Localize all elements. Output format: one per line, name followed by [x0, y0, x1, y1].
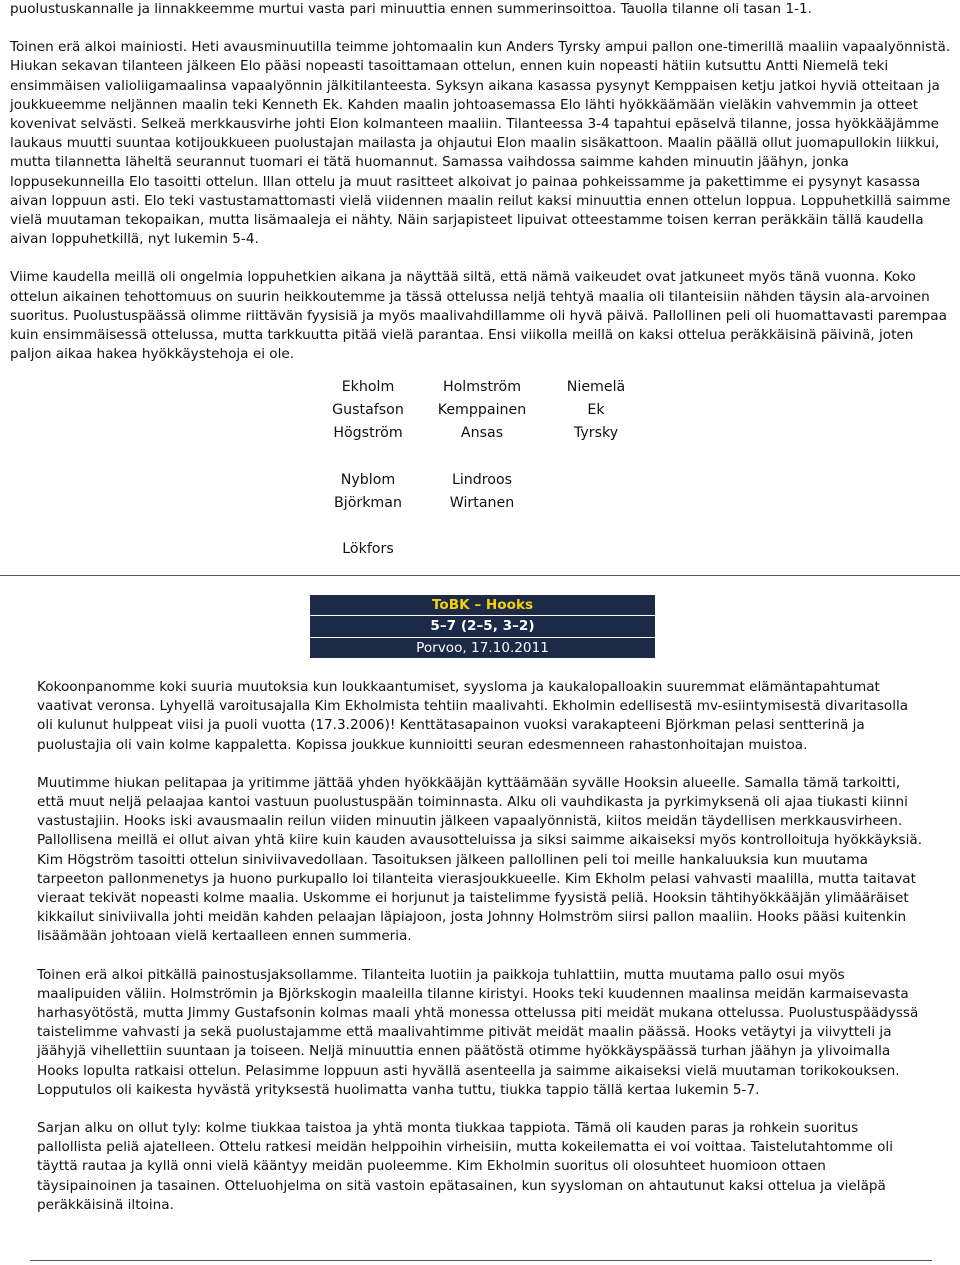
goalie-row [0, 538, 960, 561]
player-name: Ek [587, 402, 605, 419]
goalie-name: Lökfors [342, 541, 394, 558]
match-score: 5–7 (2–5, 3–2) [310, 616, 655, 637]
divider [0, 575, 960, 576]
player-name: Högström [333, 425, 403, 442]
player-name: Ekholm [341, 379, 395, 395]
player-name: Tyrsky [573, 425, 619, 442]
lineup [0, 376, 960, 562]
paragraph-second-period: Toinen erä alkoi pitkällä painostusjaksollamme. Tilanteita luotiin ja paikkoja tuhlattiin, mutta muutama pallo osui myös maalipuiden väliin. Holmströmin ja Björkskogin maaleilla tilanne kiristyi. Hooks teki kuudennen maalinsa meidän karmaisevasta harhasyötöstä, mutta Jimmy Gustafsonin kolmas maali yhtä monessa ottelussa piti meidät mukana ottelussa. Puolustuspäädyssä taistelimme vahvasti ja sekä puolustajamme että maalivahtimme pitivät meidät maalin päässä. Hooks vetäytyi ja viivytteli ja jäähyjä vihellettiin suuntaan ja toiseen. Neljä minuuttia ennen päätöstä otimme hyökkäyspäässä turhan jäähyn ja ylivoimalla Hooks lopulta ratkaisi ottelun. Pelasimme loppuun asti hyvällä asenteella ja saimme aikaiseksi vielä muutaman torikokouksen. Lopputulos oli kaikesta hyvästä yrityksestä huolimatta vanha tuttu, tiukka tappio tällä kertaa lukemin 5-7. [37, 966, 919, 1098]
paragraph-analysis: Viime kaudella meillä oli ongelmia loppuhetkien aikana ja näyttää siltä, että nämä vaikeudet ovat jatkuneet myös tänä vuonna. Koko ottelun aikainen tehottomuus on suurin heikkoutemme ja tässä ottelussa neljä tehtyä maalia oli tilanteisiin nähden täysin ala-arvoinen suoritus. Puolustuspäässä olimme riittävän fyysisiä ja myös maalivahdillamme oli hyvä päivä. Pallollinen peli oli huomattavasti parempaa kuin ensimmäisessä ottelussa, mutta tarkkuutta pitää vielä parantaa. Ensi viikolla meillä on kaksi ottelua peräkkäisinä päivinä, joten paljon aikaa hakea hyökkäystehoja ei ole. [10, 269, 947, 363]
forward-line-3 [0, 422, 960, 445]
player-name: Ansas [460, 425, 504, 442]
defense-pair-1 [0, 469, 960, 492]
defense-pair-2 [0, 492, 960, 515]
player-name: Niemelä [566, 379, 626, 395]
player-name: Gustafson [332, 402, 404, 419]
paragraph-first-period: Muutimme hiukan pelitapaa ja yritimme jättää yhden hyökkääjän kyttäämään syvälle Hooksin alueelle. Samalla tämä tarkoitti, että muut neljä pelaajaa kantoi vastuun puolustuspään toiminnasta. Alku oli vauhdikasta ja pyrkimyksenä oli ajaa tiukasti kiinni vastustajiin. Hooks iski avausmaalin reilun viiden minuutin jälkeen vapaalyönnistä, kiitos meidän täydellisen merkkausvirheen. Pallollisena meillä ei ollut aivan yhtä kiire kuin kauden avausotteluissa ja siksi saimme aikaiseksi myös kontrolloituja hyökkäyksiä. Kim Högström tasoitti ottelun siniviivavedollaan. Tasoituksen jälkeen pallollinen peli toi meille hankaluuksia kun muutama tarpeeton pallonmenetys ja huono purkupallo loi tilanteita vierasjoukkueelle. Kim Ekholm pelasi vahvasti maalilla, mutta taitavat vieraat tekivät nopeasti kolme maalia. Uskomme ei horjunut ja taistelimme fyysistä peliä. Hooksin tähtihyökkääjän ylimääräiset kikkailut siniviivalla johti meidän kahden pelaajan läpiajoon, josta Johnny Holmström siirsi pallon maaliin. Hooks pääsi kuitenkin lisäämään johtoaan vielä kertaalleen ennen summeria. [37, 774, 923, 945]
paragraph-second-period: Toinen erä alkoi mainiosti. Heti avausminuutilla teimme johtomaalin kun Anders Tyrsky ampui pallon one-timerillä maaliin vapaalyönnistä. Hiukan sekavan tilanteen jälkeen Elo pääsi nopeasti tasoittamaan ottelun, ennen kuin nopeasti hätiin kutsuttu Antti Niemelä teki ensimmäisen valioliigamaalinsa vapaalyönnin jälkitilanteesta. Syksyn aikana kasassa pysynyt Kemppaisen ketju jatkoi hyviä otteitaan ja joukkueemme neljännen maalin teki Kenneth Ek. Kahden maalin johtoasemassa Elo lähti hyökkäämään vieläkin vahvemmin ja otteet kovenivat selvästi. Selkeä merkkausvirhe johti Elon kolmanteen maaliin. Tilanteessa 3-4 tapahtui epäselvä tilanne, jossa hyökkääjämme laukaus muutti suuntaa kotijoukkueen puolustajan mailasta ja ohjautui Elon maalin sisäkattoon. Maalin päällä ollut juomapullokin liikkui, mutta tilannetta läheltä seurannut tuomari ei tätä huomannut. Samassa vaihdossa saimme kahden minuutin jäähyn, jonka loppusekunneilla Elo tasoitti ottelun. Illan ottelu ja muut rasitteet alkoivat jo painaa pohkeissamme ja pakettimme ei pysynyt kasassa aivan loppuun asti. Elo teki vastustamattomasti vielä viidennen maalin reilut kaksi minuuttia ennen ottelun loppua. Loppuhetkillä saimme vielä muutaman tekopaikan, mutta lisämaaleja ei nähty. Näin sarjapisteet lipuivat otteestamme toisen kerran peräkkäin tällä kaudella aivan loppuhetkillä, nyt lukemin 5-4. [10, 39, 951, 248]
paragraph-first-period-end: puolustuskannalle ja linnakkeemme murtui vasta pari minuuttia ennen summerinsoittoa. Tauolla tilanne oli tasan 1-1. [10, 1, 812, 17]
paragraph-summary: Sarjan alku on ollut tyly: kolme tiukkaa taistoa ja yhtä monta tiukkaa tappiota. Tämä oli kauden paras ja rohkein suoritus pallollista peliä ajatelleen. Ottelu ratkesi meidän helppoihin virheisiin, mutta kokeilematta ei voi voittaa. Taistelutahtomme oli täyttä rautaa ja kyllä onni vielä kääntyy meidän puoleemme. Kim Ekholmin suoritus oli olosuhteet huomioon ottaen täysipainoinen ja tasainen. Otteluohjelma on sitä vastoin epätasainen, kun syysloman on ahtautunut kaksi ottelua ja vieläpä peräkkäisinä iltoina. [37, 1120, 893, 1213]
player-name: Lindroos [451, 471, 513, 488]
forward-line-2 [0, 399, 960, 422]
player-name: Wirtanen [449, 494, 515, 511]
match-place-date: Porvoo, 17.10.2011 [416, 639, 549, 656]
match-result-box [310, 595, 655, 658]
article-top [10, 0, 952, 383]
player-name: Björkman [334, 494, 402, 511]
paragraph-lineup-changes: Kokoonpanomme koki suuria muutoksia kun loukkaantumiset, syysloma ja kaukalopalloakin suuremmat elämäntapahtumat vaativat veronsa. Lyhyellä varoitusajalla Kim Ekholmista tehtiin maalivahti. Ekholmin edellisestä mv-esiintymisestä divaritasolla oli kulunut hulppeat viisi ja puoli vuotta (17.3.2006)! Kenttätasapainon vuoksi varakapteeni Björkman pelasi sentterinä ja puolustajia oli vain kolme kappaletta. Kopissa joukkue kunnioitti seuran edesmenneen rahastonhoitajan muistoa. [37, 679, 909, 753]
match-title: ToBK – Hooks [310, 595, 655, 616]
player-name: Holmström [442, 379, 522, 395]
article-bottom [37, 678, 927, 1234]
forward-line-1 [0, 376, 960, 399]
divider [30, 1260, 932, 1261]
player-name: Nyblom [340, 471, 396, 488]
player-name: Kemppainen [437, 402, 527, 419]
